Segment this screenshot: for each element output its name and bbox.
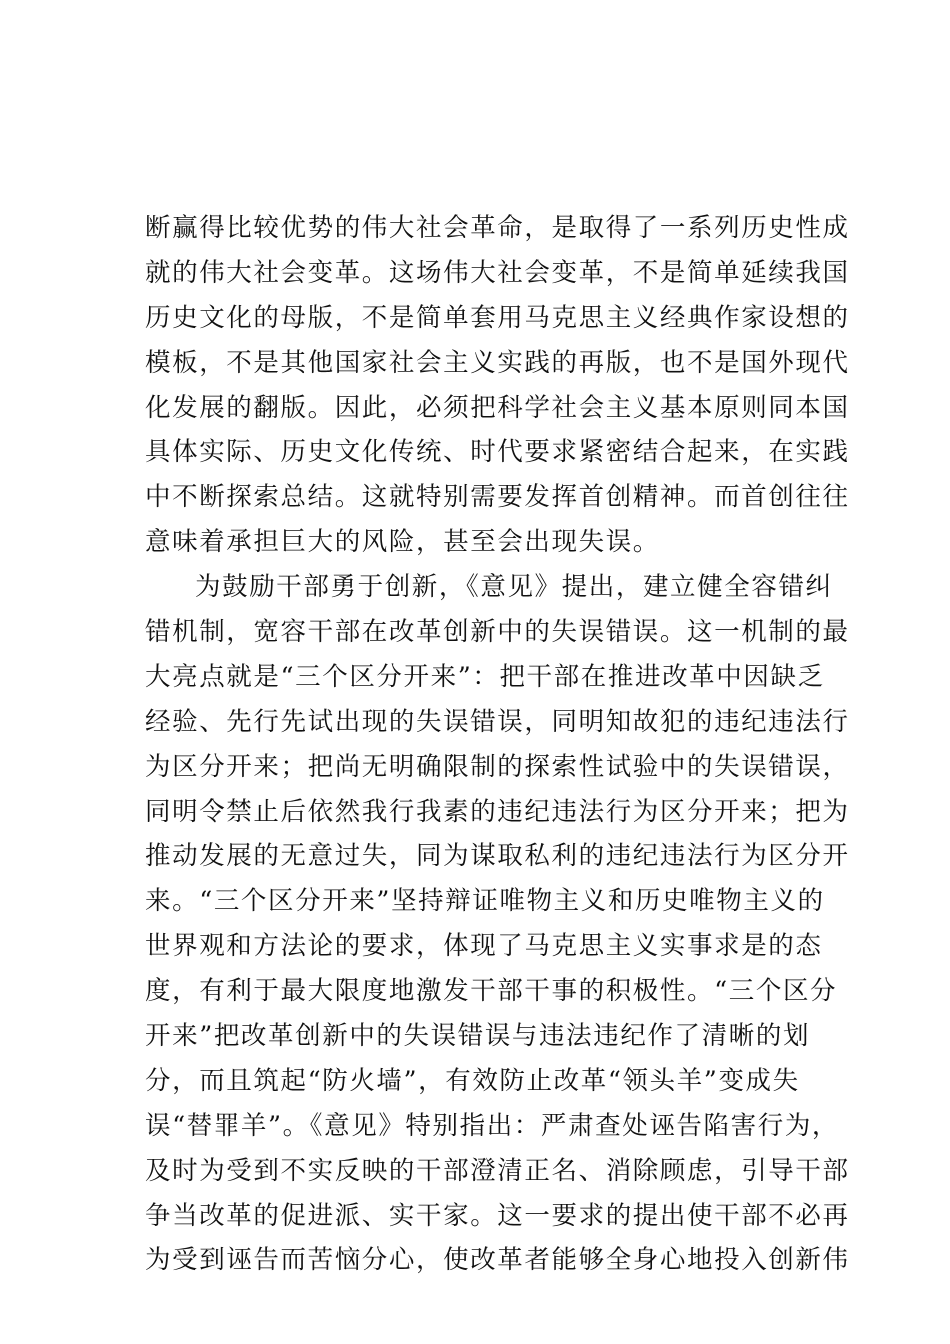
- text-line: 错机制，宽容干部在改革创新中的失误错误。这一机制的最: [145, 617, 850, 648]
- text-line: 及时为受到不实反映的干部澄清正名、消除顾虑，引导干部: [145, 1155, 850, 1186]
- paragraph-first-line: 为鼓励干部勇于创新，《意见》提出，建立健全容错纠: [195, 572, 833, 603]
- text-line: 模板，不是其他国家社会主义实践的再版，也不是国外现代: [145, 347, 850, 378]
- text-line: 具体实际、历史文化传统、时代要求紧密结合起来，在实践: [145, 437, 850, 468]
- text-line: 为区分开来；把尚无明确限制的探索性试验中的失误错误，: [145, 751, 850, 782]
- text-line: 世界观和方法论的要求，体现了马克思主义实事求是的态: [145, 931, 823, 962]
- text-line: 推动发展的无意过失，同为谋取私利的违纪违法行为区分开: [145, 841, 850, 872]
- text-line: 意味着承担巨大的风险，甚至会出现失误。: [145, 527, 660, 558]
- text-line: 中不断探索总结。这就特别需要发挥首创精神。而首创往往: [145, 482, 850, 513]
- text-line: 断赢得比较优势的伟大社会革命，是取得了一系列历史性成: [145, 213, 850, 243]
- text-line: 同明令禁止后依然我行我素的违纪违法行为区分开来；把为: [145, 796, 850, 827]
- text-line: 误“替罪羊”。《意见》特别指出：严肃查处诬告陷害行为，: [145, 1110, 840, 1141]
- body-text: [145, 206, 850, 1283]
- text-line: 来。“三个区分开来”坚持辩证唯物主义和历史唯物主义的: [145, 886, 825, 917]
- text-line: 分，而且筑起“防火墙”，有效防止改革“领头羊”变成失: [145, 1065, 800, 1096]
- text-line: 历史文化的母版，不是简单套用马克思主义经典作家设想的: [145, 302, 850, 333]
- text-line: 争当改革的促进派、实干家。这一要求的提出使干部不必再: [145, 1200, 850, 1231]
- text-line: 就的伟大社会变革。这场伟大社会变革，不是简单延续我国: [145, 257, 850, 288]
- text-line: 度，有利于最大限度地激发干部干事的积极性。“三个区分: [145, 976, 838, 1007]
- text-line: 为受到诬告而苦恼分心，使改革者能够全身心地投入创新伟: [145, 1245, 850, 1276]
- text-line: 经验、先行先试出现的失误错误，同明知故犯的违纪违法行: [145, 706, 850, 737]
- text-line: 大亮点就是“三个区分开来”：把干部在推进改革中因缺乏: [145, 661, 825, 692]
- text-line: 开来”把改革创新中的失误错误与违法违纪作了清晰的划: [145, 1021, 811, 1052]
- text-line: 化发展的翻版。因此，必须把科学社会主义基本原则同本国: [145, 392, 850, 423]
